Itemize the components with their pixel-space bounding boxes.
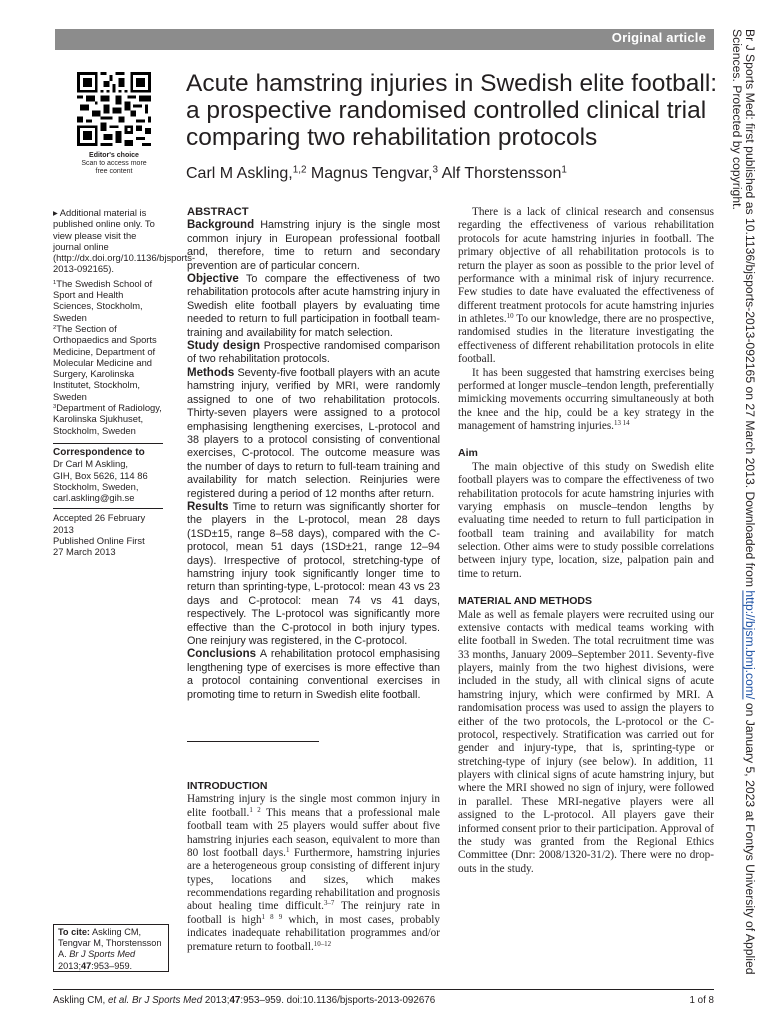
qr-caption xyxy=(77,152,151,176)
abstract-conclusions xyxy=(187,648,440,702)
citation-box xyxy=(53,924,169,972)
vertical-note-text: Br J Sports Med: first published as 10.1136/bjsports-2013-092165 on 27 March 2013. Downloaded from xyxy=(743,29,757,588)
additional-material-note[interactable]: ▸ Additional material is published online only. To view please visit the journal online (http://dx.doi.org/10.1136/bjsports-2013-092165). xyxy=(53,207,196,275)
journal-link[interactable]: http://bjsm.bmj.com/ xyxy=(743,590,757,700)
abstract-label: Results xyxy=(187,500,229,513)
divider xyxy=(53,443,163,444)
article-title xyxy=(186,70,716,151)
affiliation-mark: 3 xyxy=(432,164,439,176)
sidebar xyxy=(53,207,196,558)
abstract xyxy=(187,206,440,702)
abstract-heading: ABSTRACT xyxy=(187,206,249,218)
body-paragraph xyxy=(458,206,714,367)
correspondence-email[interactable]: carl.askling@gih.se xyxy=(53,492,135,504)
affiliation-text: The Swedish School of Sport and Health Sciences, Stockholm, Sweden xyxy=(53,277,153,323)
abstract-results xyxy=(187,501,440,648)
vertical-note-text-2: on January 5, 2023 at Fontys University of Applied Sciences. Protected by copyright. xyxy=(730,29,757,975)
footer-text: Askling CM, xyxy=(53,995,108,1006)
qr-code-icon[interactable] xyxy=(77,72,151,146)
citation-pages: :953–959. xyxy=(91,960,133,971)
introduction-paragraph xyxy=(187,793,440,954)
methods-heading: MATERIAL AND METHODS xyxy=(458,595,592,608)
body-text: Hamstring injury is the single most common injury in elite football. xyxy=(187,793,440,819)
abstract-methods xyxy=(187,367,440,501)
author-name: Magnus Tengvar, xyxy=(306,165,433,182)
reference-mark[interactable]: 13 14 xyxy=(613,419,630,428)
reference-mark[interactable]: 3–7 xyxy=(323,899,335,908)
body-paragraph xyxy=(458,367,714,434)
reference-mark[interactable]: 1 2 xyxy=(249,805,261,814)
body-text: This means that a professional male football team with 25 players would suffer about five hamstring injuries each season, equivalent to more than 80 lost football days. xyxy=(187,806,441,859)
aim-heading: Aim xyxy=(458,447,478,460)
body-text: Furthermore, hamstring injuries are a heterogeneous group consisting of different injury types, locations and sizes, which makes recommendations regarding rehabilitation and prognosis about healing time difficult. xyxy=(187,846,440,913)
footer-rule xyxy=(53,989,714,990)
affiliation xyxy=(53,402,163,436)
abstract-text: Hamstring injury is the single most common injury in European professional football and, therefore, time to return and secondary prevention are of particular concern. xyxy=(187,219,441,272)
abstract-label: Conclusions xyxy=(187,648,257,661)
reference-mark[interactable]: 1 xyxy=(285,846,290,855)
title-line: a prospective randomised controlled clinical trial xyxy=(186,97,707,124)
footer-text: 2013; xyxy=(202,995,230,1006)
title-line: Acute hamstring injuries in Swedish elite football: xyxy=(186,70,718,97)
abstract-objective xyxy=(187,273,440,340)
vertical-download-note xyxy=(730,29,760,989)
body-text: The reinjury rate in football is high xyxy=(187,900,440,926)
footer-volume: 47 xyxy=(229,995,241,1006)
citation-label: To cite: xyxy=(58,927,90,937)
abstract-label: Background xyxy=(187,219,255,232)
right-column xyxy=(458,206,714,876)
footer-citation xyxy=(53,995,435,1006)
aim-paragraph: The main objective of this study on Swedish elite football players was to compare the effectiveness of two rehabilitation protocols for acute hamstring injuries with varying emphasis on muscle–tendon lengths by evaluating time needed to return to full participation in football team training and availability for match selection. Other aims were to study possible correlations between injury type, location, size, palpation pain and time to return. xyxy=(458,460,714,580)
affiliation xyxy=(53,278,163,323)
abstract-text: A rehabilitation protocol emphasising lengthening type of exercises is more effective than a protocol containing conventional exercises in promoting time to return in Swedish elite football. xyxy=(187,648,441,701)
affiliation-mark: 1,2 xyxy=(292,164,307,176)
qr-caption-text: Scan to access more free content xyxy=(81,160,147,175)
correspondence-city: Stockholm, Sweden, xyxy=(53,480,139,492)
body-text: which, in most cases, probably indicates inadequate rehabilitation programmes and/or premature return to football. xyxy=(187,913,440,953)
reference-mark[interactable]: 1 8 9 xyxy=(261,912,283,921)
methods-paragraph: Male as well as female players were recruited using our extensive contacts with medical teams working with elite football in Sweden. The total recruitment time was 33 months, January 2009–September 2011. Seventy-five players, mainly from the two highest divisions, were included in the study, all with clinical signs of acute hamstring injury, which were confirmed by MRI. A randomisation process was used to assign the players to either of the two protocols, the L-protocol or the C-protocol, respectively. Stratification was carried out for gender and injury-type, that is, sprinting-type or stretching-type of injury (see below). In addition, 11 players with clinical signs of acute hamstring injury, but where the MRI showed no sign of injury, were followed in parallel. These MRI-negative players were all assigned to the L-protocol. All players gave their informed consent prior to their participation. Approval of the study was granted from the Regional Ethics Committee (Dnr: 2008/1320-31/2). There were no drop-outs in the study. xyxy=(458,608,715,875)
page-number: 1 of 8 xyxy=(689,995,714,1006)
body-text: To our knowledge, there are no prospective, randomised studies in the literature investigating the effectiveness of different rehabilitation protocols in elite football. xyxy=(458,313,715,366)
affiliation-number: 1 xyxy=(53,279,57,286)
published-date: 27 March 2013 xyxy=(53,546,116,558)
citation-journal: Br J Sports Med xyxy=(69,949,136,960)
abstract-label: Study design xyxy=(187,340,260,353)
citation-text: 2013; xyxy=(58,960,81,971)
abstract-label: Methods xyxy=(187,366,235,379)
affiliation xyxy=(53,323,163,402)
abstract-text: Seventy-five football players with an acute hamstring injury, verified by MRI, were randomly assigned to one of two rehabilitation protocols. Thirty-seven players were assigned to a protocol emphasising lengthening exercises, L-protocol and 38 players to a protocol consisting of conventional exercises, C-protocol. The outcome measure was the number of days to return to full-team training and availability for match selection. Reinjuries were registered during a period of 12 months after return. xyxy=(187,366,441,500)
abstract-design xyxy=(187,340,440,367)
correspondence-name: Dr Carl M Askling, xyxy=(53,458,129,470)
abstract-background xyxy=(187,219,440,273)
qr-block xyxy=(77,72,151,176)
section-label: Original article xyxy=(611,30,706,45)
section-band xyxy=(55,29,714,50)
abstract-end-rule xyxy=(187,741,319,742)
affiliation-text: The Section of Orthopaedics and Sports Medicine, Department of Molecular Medicine and Surgery, Karolinska Institutet, Stockholm, Sweden xyxy=(53,322,157,402)
published-label: Published Online First xyxy=(53,535,145,547)
body-text: There is a lack of clinical research and consensus regarding the effectiveness of various rehabilitation protocols for acute hamstring injuries in football. The primary objective of all rehabilitation protocols is to return the player as soon as possible to the prior level of performance with a minimal risk of injury recurrence. Few studies to date have evaluated the effectiveness of different treatment protocols for acute hamstring injuries in athletes. xyxy=(458,206,714,325)
divider xyxy=(53,508,163,509)
author-list xyxy=(186,165,567,183)
citation-volume: 47 xyxy=(81,960,92,971)
qr-caption-title: Editor's choice xyxy=(89,152,139,159)
author-name: Carl M Askling, xyxy=(186,165,293,182)
reference-mark[interactable]: 10–12 xyxy=(313,939,332,948)
correspondence-heading: Correspondence to xyxy=(53,446,145,458)
affiliation-number: 3 xyxy=(53,403,57,410)
affiliation-number: 2 xyxy=(53,324,57,331)
correspondence-address: GIH, Box 5626, 114 86 xyxy=(53,469,148,481)
title-line: comparing two rehabilitation protocols xyxy=(186,124,598,151)
body-text: It has been suggested that hamstring exercises being performed at longer muscle–tendon length, preferentially mimicking movements occurring simultaneously at both the knee and the hip, could be a key strategy in the management of hamstring injuries. xyxy=(458,366,714,432)
abstract-text: Time to return was significantly shorter for the players in the L-protocol, mean 28 days (1SD±15, range 8–58 days), compared with the C-protocol, mean 51 days (1SD±21, range 12–94 days). Irrespective of protocol, stretching-type of hamstring injury took significantly longer time to return than sprinting-type, L-protocol: mean 43 vs 23 days and C-protocol: mean 74 vs 41 days, respectively. The L-protocol was significantly more effective than the C-protocol in both injury types. One reinjury was registered, in the C-protocol. xyxy=(187,500,440,647)
accepted-date: Accepted 26 February 2013 xyxy=(53,512,146,535)
abstract-label: Objective xyxy=(187,273,239,286)
introduction-heading: INTRODUCTION xyxy=(187,780,268,792)
abstract-text: Prospective randomised comparison of two rehabilitation protocols. xyxy=(187,340,441,366)
abstract-text: To compare the effectiveness of two rehabilitation protocols after acute hamstring injury in Swedish elite football players by evaluating time needed to return to full participation in football team-training and availability for match selection. xyxy=(187,273,440,339)
introduction-section xyxy=(187,780,440,954)
footer-doi: :953–959. doi:10.1136/bjsports-2013-092676 xyxy=(240,995,436,1006)
reference-mark[interactable]: 10 xyxy=(506,312,514,321)
affiliation-mark: 1 xyxy=(561,164,567,176)
footer-journal: et al. Br J Sports Med xyxy=(107,995,203,1006)
citation-text: Askling CM, Tengvar M, Thorstensson A. xyxy=(58,927,162,960)
author-name: Alf Thorstensson xyxy=(438,165,562,182)
affiliation-text: Department of Radiology, Karolinska Sjukhuset, Stockholm, Sweden xyxy=(53,402,162,436)
